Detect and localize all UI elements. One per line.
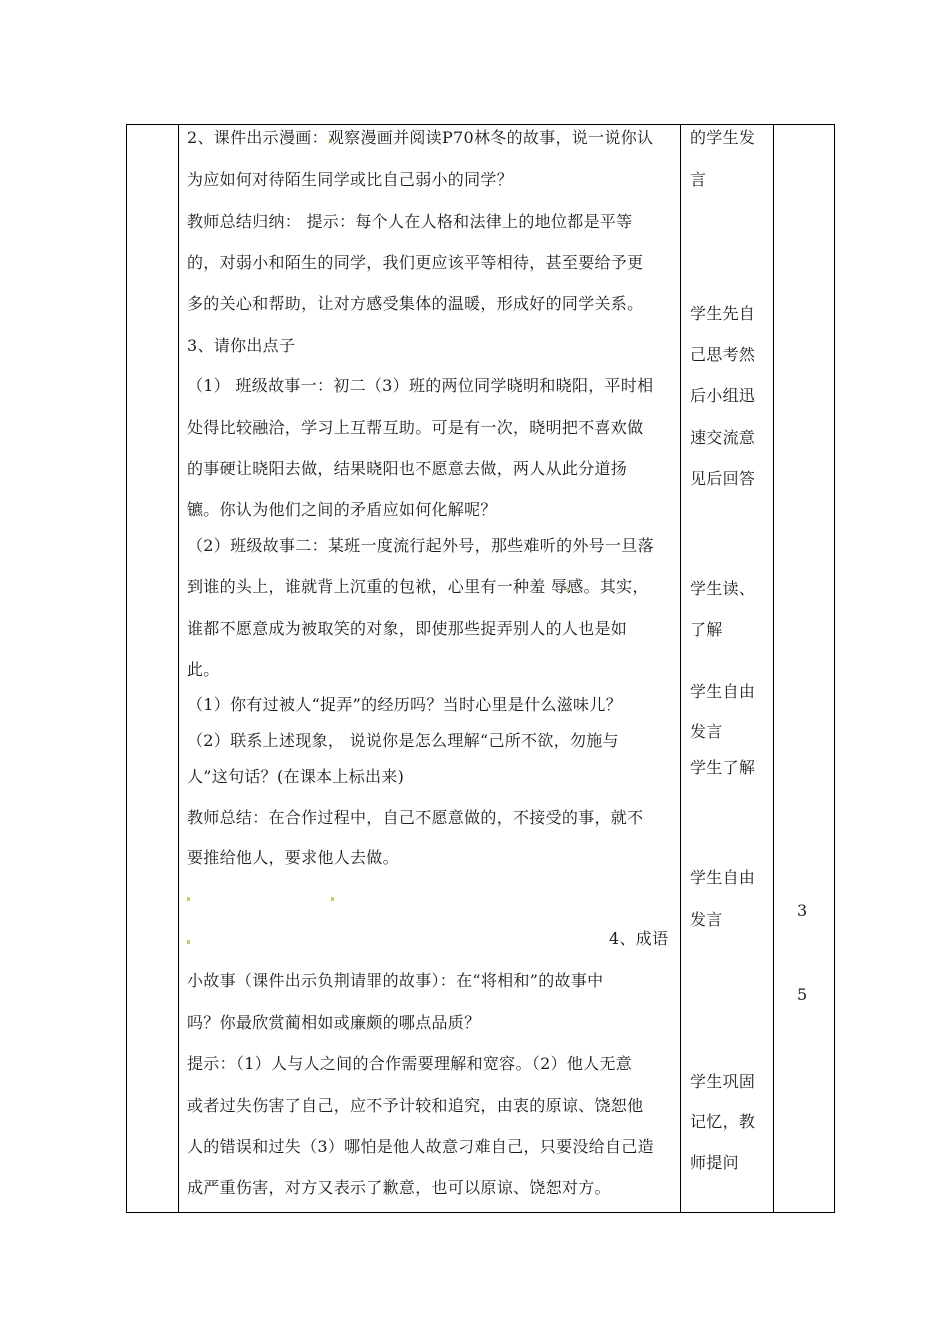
table-border-bottom (126, 1212, 835, 1213)
content-line: 2、课件出示漫画：观察漫画并阅读P70林冬的故事，说一说你认 (187, 128, 654, 147)
student-activity-line: 见后回答 (690, 469, 756, 488)
scan-mark (331, 897, 334, 901)
student-activity-line: 速交流意 (690, 428, 756, 447)
student-activity-line: 了解 (690, 620, 723, 639)
column-divider-2 (680, 124, 681, 1213)
column-divider-3 (773, 124, 774, 1213)
content-line: 小故事（课件出示负荆请罪的故事）：在“将相和”的故事中 (187, 971, 604, 990)
content-line: 教师总结归纳： 提示：每个人在人格和法律上的地位都是平等 (187, 212, 633, 231)
content-line: （1）你有过被人“捉弄”的经历吗？当时心里是什么滋味儿？ (187, 695, 622, 714)
content-line: 教师总结：在合作过程中，自己不愿意做的，不接受的事，就不 (187, 808, 644, 827)
column-divider-1 (178, 124, 179, 1213)
student-activity-line: 学生自由 (690, 868, 756, 887)
content-line: （2）班级故事二：某班一度流行起外号，那些难听的外号一旦落 (187, 536, 654, 555)
content-line: 处得比较融洽，学习上互帮互助。可是有一次，晓明把不喜欢做 (187, 418, 644, 437)
content-line: 此。 (187, 660, 220, 679)
time-value: 5 (797, 985, 808, 1004)
student-activity-line: 学生自由 (690, 682, 756, 701)
content-line: 吗？你最欣赏蔺相如或廉颇的哪点品质？ (187, 1013, 481, 1032)
student-activity-line: 后小组迅 (690, 386, 756, 405)
content-line: 人”这句话？(在课本上标出来) (187, 767, 405, 786)
student-activity-line: 记忆，教 (690, 1112, 756, 1131)
table-border-top (126, 124, 835, 125)
content-line: （1） 班级故事一：初二（3）班的两位同学晓明和晓阳，平时相 (187, 376, 654, 395)
table-border-left (126, 124, 127, 1213)
table-border-right (834, 124, 835, 1213)
student-activity-line: 学生读、 (690, 579, 756, 598)
student-activity-line: 学生先自 (690, 304, 756, 323)
content-line: 的，对弱小和陌生的同学，我们更应该平等相待，甚至要给予更 (187, 253, 644, 272)
content-line: 镳。你认为他们之间的矛盾应如何化解呢？ (187, 500, 497, 519)
content-line: 多的关心和帮助，让对方感受集体的温暖，形成好的同学关系。 (187, 294, 644, 313)
content-line: 4、成语 (609, 929, 669, 948)
content-line: 3、请你出点子 (187, 336, 296, 355)
content-line: （2）联系上述现象， 说说你是怎么理解“己所不欲，勿施与 (187, 731, 619, 750)
content-line: 提示：（1）人与人之间的合作需要理解和宽容。（2）他人无意 (187, 1054, 633, 1073)
student-activity-line: 发言 (690, 910, 723, 929)
student-activity-line: 学生巩固 (690, 1072, 756, 1091)
content-line: 要推给他人，要求他人去做。 (187, 848, 399, 867)
student-activity-line: 的学生发 (690, 128, 756, 147)
content-line: 成严重伤害，对方又表示了歉意，也可以原谅、饶恕对方。 (187, 1178, 611, 1197)
student-activity-line: 言 (690, 170, 707, 189)
content-line: 或者过失伤害了自己，应不予计较和追究，由衷的原谅、饶恕他 (187, 1096, 644, 1115)
student-activity-line: 己思考然 (690, 345, 756, 364)
content-line: 到谁的头上，谁就背上沉重的包袱，心里有一种羞 辱感。其实， (187, 577, 649, 596)
content-line: 人的错误和过失（3）哪怕是他人故意刁难自己，只要没给自己造 (187, 1137, 654, 1156)
scan-mark (187, 897, 190, 901)
time-value: 3 (797, 901, 808, 920)
student-activity-line: 学生了解 (690, 758, 756, 777)
student-activity-line: 发言 (690, 722, 723, 741)
scan-mark (187, 940, 190, 944)
content-line: 谁都不愿意成为被取笑的对象，即使那些捉弄别人的人也是如 (187, 619, 628, 638)
content-line: 的事硬让晓阳去做，结果晓阳也不愿意去做，两人从此分道扬 (187, 459, 628, 478)
content-line: 为应如何对待陌生同学或比自己弱小的同学？ (187, 170, 514, 189)
student-activity-line: 师提问 (690, 1153, 739, 1172)
